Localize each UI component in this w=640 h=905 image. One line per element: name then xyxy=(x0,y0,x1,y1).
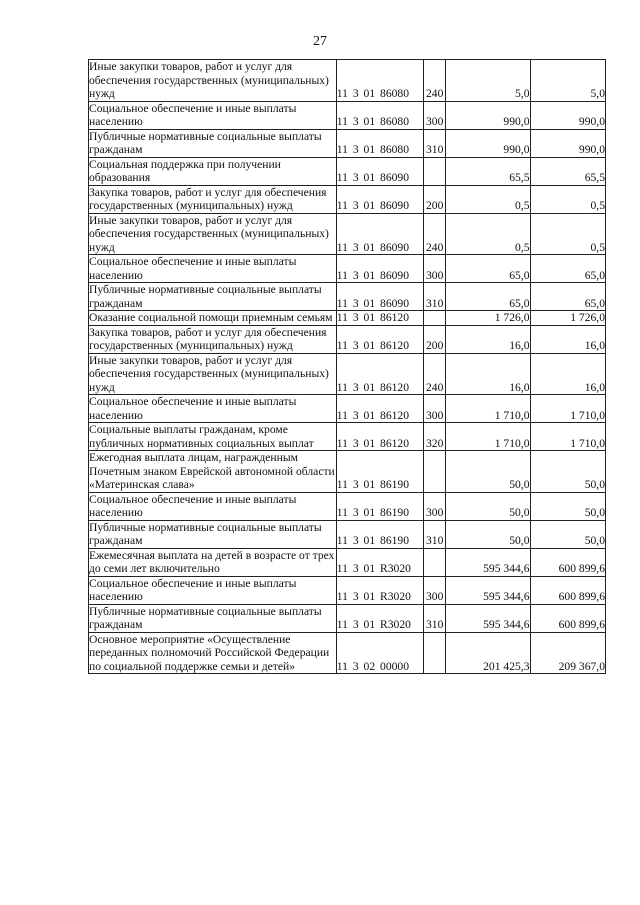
row-expense-type: 310 xyxy=(424,129,445,157)
row-amount-year-1: 50,0 xyxy=(445,520,530,548)
row-expense-type xyxy=(424,157,445,185)
row-code: 11 3 01 86120 xyxy=(336,353,424,395)
row-amount-year-1: 1 726,0 xyxy=(445,311,530,326)
row-amount-year-2: 1 726,0 xyxy=(530,311,606,326)
row-amount-year-2: 65,5 xyxy=(530,157,606,185)
row-code: 11 3 01 86080 xyxy=(336,129,424,157)
row-code: 11 3 01 86120 xyxy=(336,311,424,326)
row-amount-year-2: 600 899,6 xyxy=(530,576,606,604)
row-name: Ежегодная выплата лицам, награжденным Почетным знаком Еврейской автономной области «Материнская слава» xyxy=(89,451,335,491)
row-amount-year-2: 0,5 xyxy=(530,213,606,255)
table-row xyxy=(89,576,606,604)
row-expense-type: 310 xyxy=(424,283,445,311)
row-amount-year-1: 595 344,6 xyxy=(445,576,530,604)
row-amount-year-1: 65,0 xyxy=(445,283,530,311)
row-amount-year-2: 0,5 xyxy=(530,185,606,213)
row-code: 11 3 01 R3020 xyxy=(336,576,424,604)
row-name: Публичные нормативные социальные выплаты гражданам xyxy=(89,129,337,157)
table-row xyxy=(89,548,606,576)
row-amount-year-1: 990,0 xyxy=(445,129,530,157)
row-amount-year-1: 595 344,6 xyxy=(445,604,530,632)
row-amount-year-2: 1 710,0 xyxy=(530,395,606,423)
row-amount-year-2: 16,0 xyxy=(530,353,606,395)
row-amount-year-2: 209 367,0 xyxy=(530,632,606,674)
row-amount-year-1: 50,0 xyxy=(445,451,530,493)
table-row xyxy=(89,213,606,255)
row-expense-type: 300 xyxy=(424,395,445,423)
table-row xyxy=(89,604,606,632)
row-code: 11 3 01 86190 xyxy=(336,451,424,493)
table-row xyxy=(89,451,606,493)
row-name: Социальные выплаты гражданам, кроме публичных нормативных социальных выплат xyxy=(89,423,337,451)
row-expense-type xyxy=(424,548,445,576)
row-amount-year-2: 50,0 xyxy=(530,520,606,548)
table-row xyxy=(89,353,606,395)
row-amount-year-1: 0,5 xyxy=(445,185,530,213)
row-amount-year-1: 1 710,0 xyxy=(445,423,530,451)
row-name: Публичные нормативные социальные выплаты гражданам xyxy=(89,520,337,548)
row-code: 11 3 01 86080 xyxy=(336,60,424,102)
row-amount-year-1: 50,0 xyxy=(445,492,530,520)
row-amount-year-1: 201 425,3 xyxy=(445,632,530,674)
row-code: 11 3 01 86190 xyxy=(336,492,424,520)
row-name: Социальное обеспечение и иные выплаты населению xyxy=(89,576,337,604)
row-expense-type: 240 xyxy=(424,213,445,255)
row-amount-year-2: 1 710,0 xyxy=(530,423,606,451)
row-expense-type: 300 xyxy=(424,492,445,520)
table-row xyxy=(89,632,606,674)
table-row xyxy=(89,520,606,548)
table-row xyxy=(89,423,606,451)
row-amount-year-2: 600 899,6 xyxy=(530,548,606,576)
row-expense-type: 300 xyxy=(424,576,445,604)
row-amount-year-2: 50,0 xyxy=(530,451,606,493)
row-amount-year-2: 65,0 xyxy=(530,283,606,311)
row-name: Публичные нормативные социальные выплаты гражданам xyxy=(89,604,337,632)
row-code: 11 3 01 86120 xyxy=(336,395,424,423)
row-code: 11 3 01 86120 xyxy=(336,325,424,353)
table-row xyxy=(89,129,606,157)
row-name: Социальная поддержка при получении образования xyxy=(89,157,337,185)
row-amount-year-1: 0,5 xyxy=(445,213,530,255)
row-amount-year-1: 65,5 xyxy=(445,157,530,185)
row-expense-type: 320 xyxy=(424,423,445,451)
row-name: Закупка товаров, работ и услуг для обеспечения государственных (муниципальных) нужд xyxy=(89,325,337,353)
table-row xyxy=(89,325,606,353)
row-name: Ежемесячная выплата на детей в возрасте от трех до семи лет включительно xyxy=(89,548,335,575)
row-code: 11 3 01 R3020 xyxy=(336,548,424,576)
row-name: Закупка товаров, работ и услуг для обеспечения государственных (муниципальных) нужд xyxy=(89,185,337,213)
row-name: Оказание социальной помощи приемным семьям xyxy=(89,311,337,326)
table-row xyxy=(89,185,606,213)
row-name: Иные закупки товаров, работ и услуг для обеспечения государственных (муниципальных) нужд xyxy=(89,213,337,255)
row-amount-year-1: 595 344,6 xyxy=(445,548,530,576)
row-code: 11 3 01 86120 xyxy=(336,423,424,451)
table-row xyxy=(89,255,606,283)
table-row xyxy=(89,157,606,185)
row-code: 11 3 01 86090 xyxy=(336,213,424,255)
row-amount-year-1: 16,0 xyxy=(445,325,530,353)
table-row xyxy=(89,395,606,423)
row-expense-type: 300 xyxy=(424,101,445,129)
row-code: 11 3 01 86190 xyxy=(336,520,424,548)
row-code: 11 3 01 86090 xyxy=(336,255,424,283)
row-expense-type xyxy=(424,311,445,326)
row-amount-year-2: 990,0 xyxy=(530,129,606,157)
row-name: Социальное обеспечение и иные выплаты населению xyxy=(89,101,337,129)
row-name: Иные закупки товаров, работ и услуг для обеспечения государственных (муниципальных) нужд xyxy=(89,60,337,102)
row-amount-year-2: 990,0 xyxy=(530,101,606,129)
table-row xyxy=(89,311,606,326)
row-name: Публичные нормативные социальные выплаты гражданам xyxy=(89,283,337,311)
row-amount-year-1: 16,0 xyxy=(445,353,530,395)
row-code: 11 3 01 86090 xyxy=(336,283,424,311)
row-name: Социальное обеспечение и иные выплаты населению xyxy=(89,492,337,520)
row-code: 11 3 02 00000 xyxy=(336,632,424,674)
row-amount-year-2: 600 899,6 xyxy=(530,604,606,632)
row-expense-type: 310 xyxy=(424,604,445,632)
row-amount-year-2: 65,0 xyxy=(530,255,606,283)
row-amount-year-1: 1 710,0 xyxy=(445,395,530,423)
row-code: 11 3 01 86090 xyxy=(336,185,424,213)
row-amount-year-1: 5,0 xyxy=(445,60,530,102)
row-expense-type xyxy=(424,632,445,674)
row-expense-type: 240 xyxy=(424,60,445,102)
row-amount-year-1: 65,0 xyxy=(445,255,530,283)
page-number: 27 xyxy=(313,34,327,49)
row-expense-type xyxy=(424,451,445,493)
row-amount-year-1: 990,0 xyxy=(445,101,530,129)
row-code: 11 3 01 R3020 xyxy=(336,604,424,632)
table-row xyxy=(89,492,606,520)
row-name: Социальное обеспечение и иные выплаты населению xyxy=(89,255,337,283)
budget-table xyxy=(88,59,606,674)
row-name: Социальное обеспечение и иные выплаты населению xyxy=(89,395,337,423)
row-amount-year-2: 16,0 xyxy=(530,325,606,353)
row-code: 11 3 01 86080 xyxy=(336,101,424,129)
table-row xyxy=(89,60,606,102)
row-code: 11 3 01 86090 xyxy=(336,157,424,185)
row-expense-type: 300 xyxy=(424,255,445,283)
budget-table-body xyxy=(89,60,606,674)
row-amount-year-2: 50,0 xyxy=(530,492,606,520)
row-expense-type: 200 xyxy=(424,185,445,213)
table-row xyxy=(89,101,606,129)
row-name: Основное мероприятие «Осуществление переданных полномочий Российской Федерации по социальной поддержке семьи и детей» xyxy=(89,632,337,674)
row-expense-type: 200 xyxy=(424,325,445,353)
row-amount-year-2: 5,0 xyxy=(530,60,606,102)
row-expense-type: 240 xyxy=(424,353,445,395)
table-row xyxy=(89,283,606,311)
row-expense-type: 310 xyxy=(424,520,445,548)
row-name: Иные закупки товаров, работ и услуг для обеспечения государственных (муниципальных) нужд xyxy=(89,353,337,395)
